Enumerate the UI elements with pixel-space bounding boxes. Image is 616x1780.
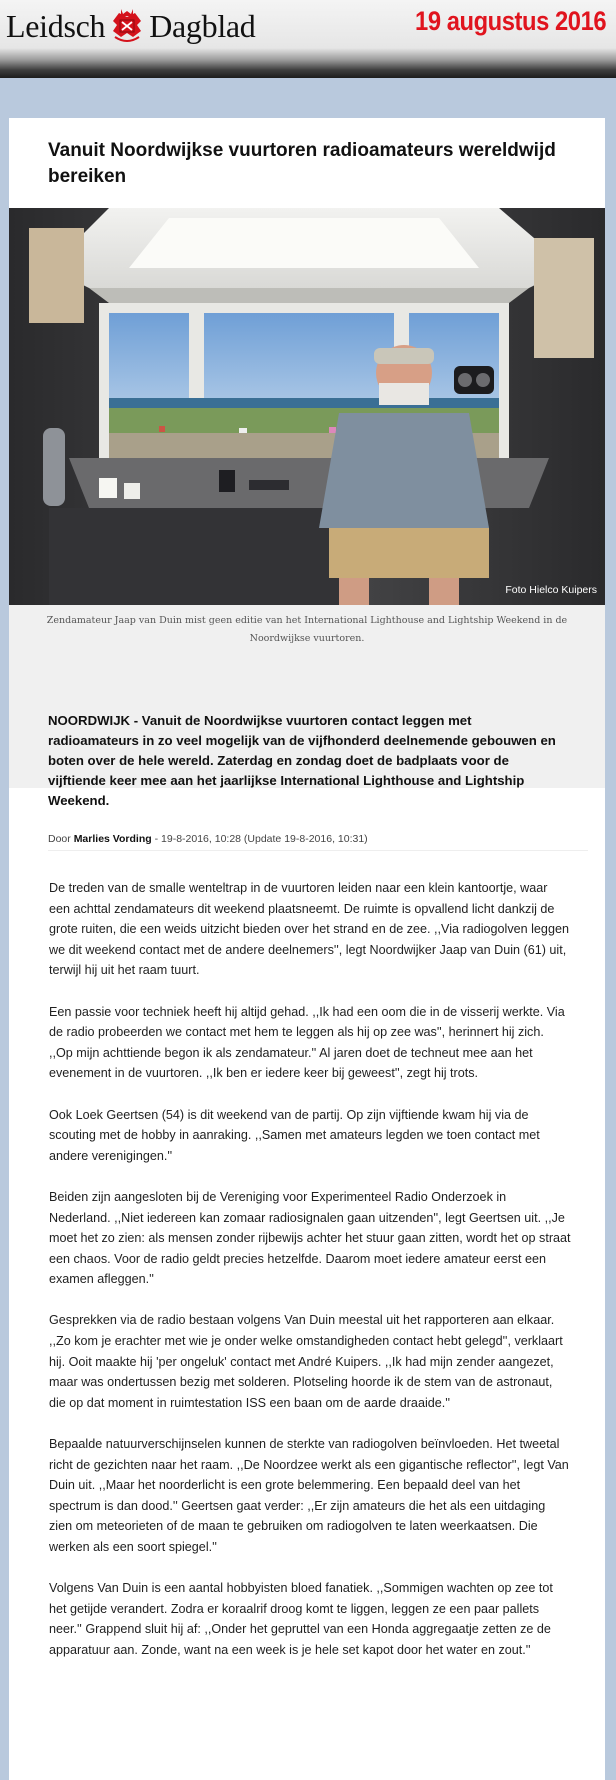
masthead: [0, 0, 616, 78]
edition-date: 19 augustus 2016: [414, 6, 606, 36]
body-paragraph: Volgens Van Duin is een aantal hobbyisten bloed fanatiek. ,,Sommigen wachten op zee tot het getijde verandert. Zodra er koraalrif droog komt te liggen, leggen ze een paar pallets neer.'' Grappend sluit hij af: ,,Onder het gepruttel van een Honda aggregaatje zetten ze de apparatuur aan. Zonde, want na een week is je hele set kapot door het water en zout.'': [49, 1581, 553, 1657]
body-paragraph: Bepaalde natuurverschijnselen kunnen de sterkte van radiogolven beïnvloeden. Het tweetal richt de gezichten naar het raam. ,,De Noordzee werkt als een gigantische reflector'', legt Van Duin uit. ,,Maar het noorderlicht is een grote belemmering. Een bepaald deel van het spectrum is dan dood.'' Geertsen gaat verder: ,,Er zijn amateurs die het als een uitdaging zien om meteorieten of de maan te gebruiken om radiogolven te laten weerkaatsen. Die werken als een soort spiegel.'': [49, 1437, 569, 1554]
city-crest-icon: [107, 7, 147, 45]
divider: [48, 850, 588, 851]
body-paragraph: Een passie voor techniek heeft hij altijd gehad. ,,Ik had een oom die in de visserij werkte. Via de radio probeerden we contact met hem te leggen als hij op zee was'', herinnert hij zich. ,,Op mijn achttiende begon ik als zendamateur.'' Al jaren doet de techneut mee aan het evenement in de vuurtoren. ,,Ik ben er iedere keer bij geweest'', zegt hij trots.: [49, 1004, 565, 1081]
logo-text-right: Dagblad: [149, 7, 256, 44]
byline-author[interactable]: Marlies Vording: [73, 833, 152, 845]
article: [9, 118, 605, 1780]
logo-text-left: Leidsch: [6, 7, 106, 44]
body-paragraph: Beiden zijn aangesloten bij de Vereniging voor Experimenteel Radio Onderzoek in Nederland. ,,Niet iedereen kan zomaar radiosignalen gaan uitzenden'', legt Geertsen uit. ,,Je moet het zo zien: als mensen zonder rijbewijs achter het stuur gaan zitten, wordt het op straat een chaos. Voor de radio geldt precies hetzelfde. Daarom moet iedere amateur eerst een examen afleggen.'': [49, 1189, 571, 1287]
body-paragraph: Gesprekken via de radio bestaan volgens Van Duin meestal uit het rapporteren aan elkaar. ,,Zo kom je erachter met wie je onder welke omstandigheden contact hebt gelegd'', verklaart hij. Ooit maakte hij 'per ongeluk' contact met André Kuipers. ,,Ik had mijn zender aangezet, maar was ondertussen bezig met solderen. Plotseling hoorde ik de stem van de astronaut, die op dat moment in ruimtestation ISS een baan om de aarde draaide.'': [49, 1313, 563, 1410]
byline: [48, 833, 578, 845]
photo-caption: Zendamateur Jaap van Duin mist geen editie van het International Lighthouse and Lightship Weekend in de Noordwijkse vuurtoren.: [46, 615, 568, 644]
photo-figure: [9, 208, 605, 788]
newspaper-logo[interactable]: [6, 4, 256, 48]
photo-credit: Foto Hielco Kuipers: [505, 584, 597, 596]
byline-meta: - 19-8-2016, 10:28 (Update 19-8-2016, 10:31): [154, 833, 368, 845]
lighthouse-radio-room-photo[interactable]: [9, 208, 605, 605]
body-paragraph: Ook Loek Geertsen (54) is dit weekend van de partij. Op zijn vijftiende kwam hij via de scouting met de hobby in aanraking. ,,Samen met amateurs legden we toen contact met andere verenigingen.'': [49, 1107, 540, 1163]
body-paragraph: De treden van de smalle wenteltrap in de vuurtoren leiden naar een klein kantoortje, waar een achttal zendamateurs dit weekend plaatsneemt. De ruimte is opvallend licht dankzij de grote ruiten, die een weids uitzicht bieden over het strand en de zee. ,,Via radiogolven leggen we dit weekend contact met de andere deelnemers'', legt Noordwijker Jaap van Duin (61) uit, terwijl hij uit het raam tuurt.: [49, 881, 569, 978]
byline-prefix: Door: [48, 833, 71, 845]
article-headline: Vanuit Noordwijkse vuurtoren radioamateurs wereldwijd bereiken: [48, 140, 556, 187]
article-lead: NOORDWIJK - Vanuit de Noordwijkse vuurtoren contact leggen met radioamateurs in zo veel mogelijk van de vijfhonderd deelnemende gebouwen en boten over de hele wereld. Zaterdag en zondag doet de badplaats voor de vijftiende keer mee aan het jaarlijkse International Lighthouse and Lightship Weekend.: [48, 713, 556, 808]
article-body: [49, 878, 571, 1681]
